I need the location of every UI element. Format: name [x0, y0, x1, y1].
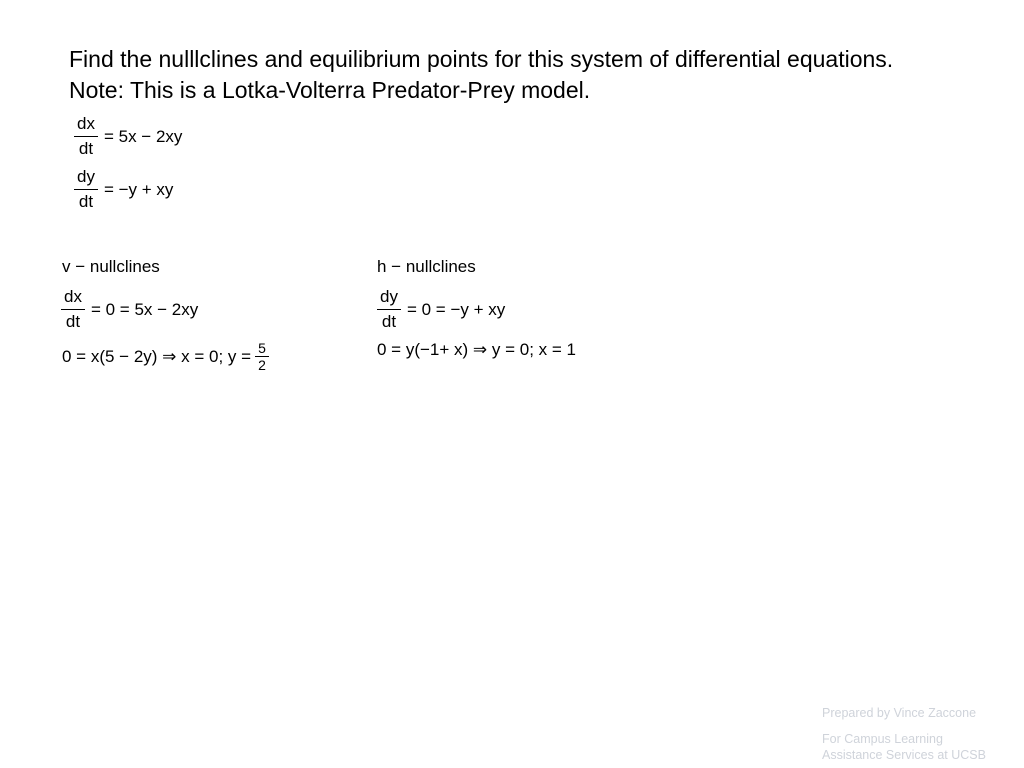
fraction-dx-dt	[61, 287, 85, 332]
solution-text: 0 = x(5 − 2y) ⇒ x = 0; y =	[62, 346, 252, 366]
equation-rhs: = 0 = −y + xy	[406, 299, 506, 319]
equation-rhs: = 0 = 5x − 2xy	[90, 299, 199, 319]
model-note: Note: This is a Lotka-Volterra Predator-Prey model.	[69, 77, 591, 103]
fraction-numerator: dx	[74, 114, 98, 137]
fraction-five-halves	[255, 340, 269, 373]
fraction-dy-dt	[74, 167, 98, 212]
v-nullclines-heading: v − nullclines	[62, 257, 160, 276]
problem-statement: Find the nulllclines and equilibrium points for this system of differential equations.	[69, 46, 894, 72]
fraction-numerator: dx	[61, 287, 85, 310]
h-nullcline-solution	[377, 340, 576, 360]
equation-rhs: = −y + xy	[103, 179, 174, 199]
fraction-denominator: 2	[258, 357, 266, 373]
h-nullcline-equation	[377, 287, 505, 332]
footer-organization-line1: For Campus Learning	[822, 732, 943, 746]
fraction-denominator: dt	[78, 192, 94, 211]
footer-credit: Prepared by Vince Zaccone	[822, 706, 977, 720]
h-nullclines-heading: h − nullclines	[377, 257, 476, 276]
equation-rhs: = 5x − 2xy	[103, 126, 183, 146]
fraction-denominator: dt	[65, 312, 81, 331]
solution-text: 0 = y(−1+ x) ⇒ y = 0; x = 1	[377, 340, 576, 359]
fraction-denominator: dt	[78, 139, 94, 158]
fraction-numerator: 5	[255, 340, 269, 357]
equation-dy-dt	[74, 167, 173, 212]
fraction-numerator: dy	[74, 167, 98, 190]
fraction-denominator: dt	[381, 312, 397, 331]
equation-dx-dt	[74, 114, 182, 159]
v-nullcline-equation	[61, 287, 198, 332]
footer-organization-line2: Assistance Services at UCSB	[822, 748, 986, 762]
fraction-dy-dt	[377, 287, 401, 332]
fraction-numerator: dy	[377, 287, 401, 310]
fraction-dx-dt	[74, 114, 98, 159]
v-nullcline-solution	[62, 340, 275, 373]
